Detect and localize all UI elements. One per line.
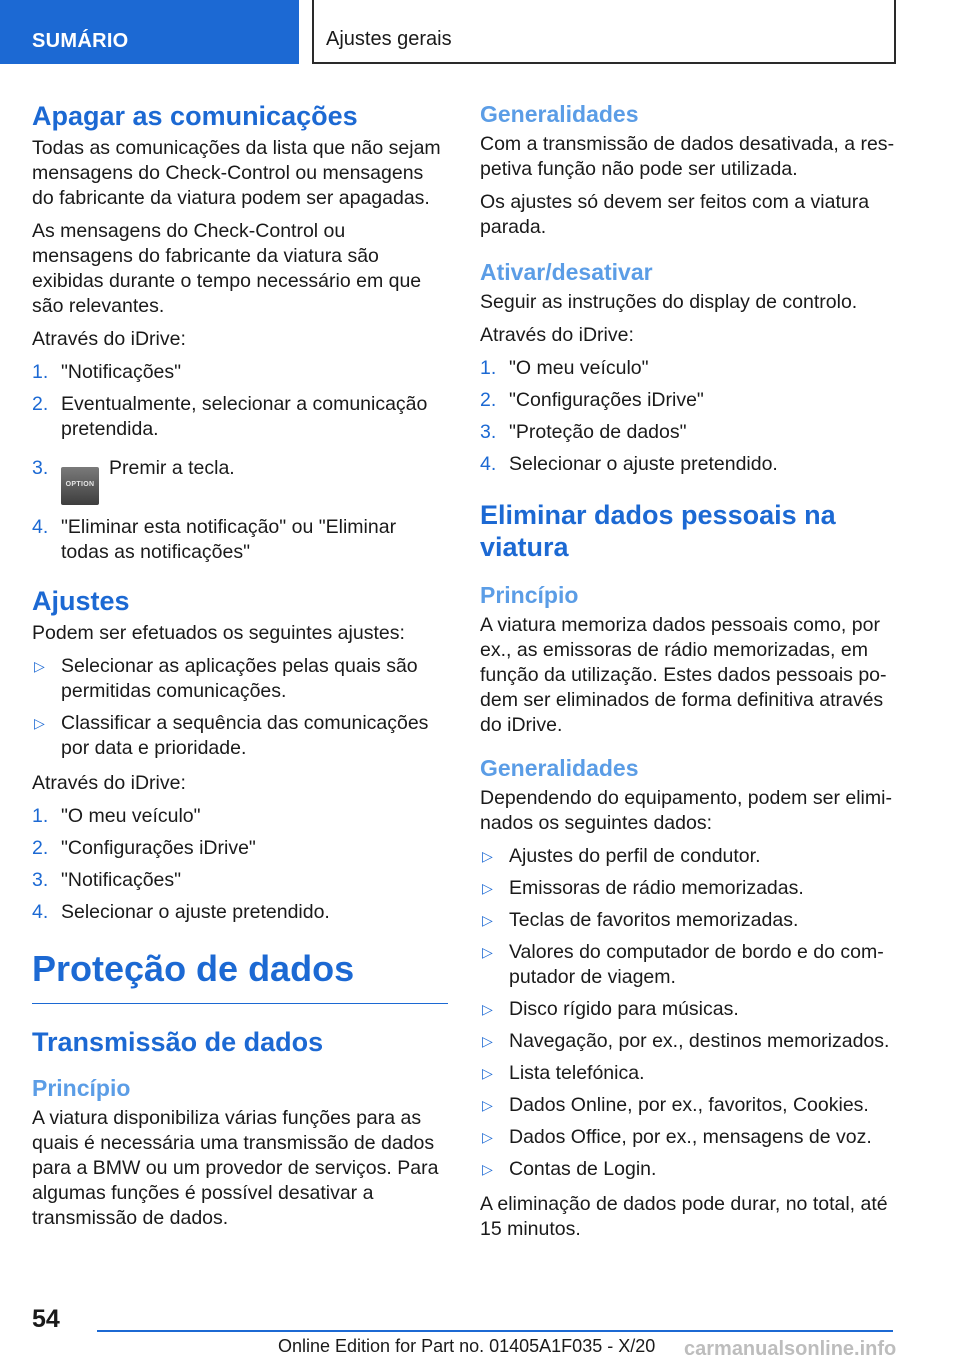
paragraph: Através do iDrive: bbox=[32, 328, 186, 350]
triangle-bullet-icon: ▷ bbox=[482, 944, 493, 960]
step-text: Eventualmente, selecionar a comunicação pretendida. bbox=[61, 393, 428, 440]
list-item bbox=[32, 654, 448, 704]
list-item bbox=[32, 868, 448, 893]
bullet-text: Classificar a sequência das comunicações por data e prioridade. bbox=[61, 712, 429, 759]
list-item bbox=[480, 1157, 900, 1182]
list-item bbox=[480, 388, 900, 413]
triangle-bullet-icon: ▷ bbox=[482, 1161, 493, 1177]
step-number: 4. bbox=[480, 453, 497, 475]
step-text: "Proteção de dados" bbox=[509, 421, 687, 443]
bullet-text: Disco rígido para músicas. bbox=[509, 998, 739, 1020]
list-item bbox=[32, 392, 448, 442]
bullet-text: Selecionar as aplicações pelas quais são permitidas comunicações. bbox=[61, 655, 418, 702]
step-text: "Notificações" bbox=[61, 869, 182, 891]
step-number: 1. bbox=[32, 805, 49, 827]
list-item bbox=[480, 876, 900, 901]
list-item bbox=[32, 711, 448, 761]
subsection-title: Ativar/desativar bbox=[480, 259, 653, 285]
bullet-text: Dados Online, por ex., favoritos, Cookies. bbox=[509, 1094, 869, 1116]
step-text: "Configurações iDrive" bbox=[509, 389, 704, 411]
triangle-bullet-icon: ▷ bbox=[482, 880, 493, 896]
page-header bbox=[0, 0, 960, 66]
list-item bbox=[32, 515, 448, 565]
step-number: 2. bbox=[32, 393, 49, 415]
bullet-list bbox=[480, 844, 900, 1182]
footer-edition-text[interactable]: Online Edition for Part no. 01405A1F035 - X/20 bbox=[278, 1336, 656, 1356]
paragraph: Seguir as instruções do display de controlo. bbox=[480, 291, 858, 313]
chapter-title: Proteção de dados bbox=[32, 947, 448, 1004]
paragraph: Através do iDrive: bbox=[32, 772, 186, 794]
list-item bbox=[480, 452, 900, 477]
chapter-tab[interactable]: Ajustes gerais bbox=[312, 0, 896, 64]
bullet-text: Dados Office, por ex., mensagens de voz. bbox=[509, 1126, 872, 1148]
triangle-bullet-icon: ▷ bbox=[482, 912, 493, 928]
triangle-bullet-icon: ▷ bbox=[34, 658, 45, 674]
triangle-bullet-icon: ▷ bbox=[482, 1033, 493, 1049]
step-text: Selecionar o ajuste pretendido. bbox=[61, 901, 330, 923]
bullet-text: Lista telefónica. bbox=[509, 1062, 645, 1084]
step-number: 4. bbox=[32, 516, 49, 538]
bullet-text: Navegação, por ex., destinos memorizados. bbox=[509, 1030, 890, 1052]
triangle-bullet-icon: ▷ bbox=[482, 1129, 493, 1145]
section-title-delete-personal-data: Eliminar dados pessoais na viatura bbox=[480, 500, 836, 562]
steps-list bbox=[480, 356, 900, 477]
paragraph: A viatura memoriza dados pessoais como, por ex., as emissoras de rádio memorizadas, em função da utilização. Estes dados pessoais podem ser eliminados de forma definitiva através do iDrive. bbox=[480, 614, 887, 736]
triangle-bullet-icon: ▷ bbox=[34, 715, 45, 731]
subsection-title: Generalidades bbox=[480, 101, 639, 127]
step-number: 1. bbox=[480, 357, 497, 379]
step-number: 2. bbox=[32, 837, 49, 859]
list-item bbox=[480, 997, 900, 1022]
paragraph: Podem ser efetuados os seguintes ajustes: bbox=[32, 622, 405, 644]
list-item bbox=[32, 836, 448, 861]
paragraph: Com a transmissão de dados desativada, a respetiva função não pode ser utilizada. bbox=[480, 133, 895, 180]
list-item bbox=[480, 1029, 900, 1054]
triangle-bullet-icon: ▷ bbox=[482, 848, 493, 864]
subsection-title: Generalidades bbox=[480, 755, 639, 781]
section-title-delete-messages: Apagar as comunicações bbox=[32, 101, 358, 131]
list-item bbox=[480, 844, 900, 869]
bullet-text: Teclas de favoritos memorizadas. bbox=[509, 909, 799, 931]
step-number: 4. bbox=[32, 901, 49, 923]
summary-tab[interactable]: SUMÁRIO bbox=[0, 0, 299, 64]
list-item bbox=[480, 1061, 900, 1086]
paragraph: Todas as comunicações da lista que não sejam mensagens do Check-Control ou mensagens do fabricante da viatura podem ser apagadas. bbox=[32, 137, 441, 209]
list-item bbox=[480, 1093, 900, 1118]
triangle-bullet-icon: ▷ bbox=[482, 1065, 493, 1081]
page-number: 54 bbox=[32, 1305, 60, 1333]
step-number: 3. bbox=[32, 457, 49, 479]
step-text: Selecionar o ajuste pretendido. bbox=[509, 453, 778, 475]
paragraph: Dependendo do equipamento, podem ser eliminados os seguintes dados: bbox=[480, 787, 892, 834]
triangle-bullet-icon: ▷ bbox=[482, 1097, 493, 1113]
watermark: carmanualsonline.info bbox=[684, 1338, 897, 1360]
subsection-title: Princípio bbox=[32, 1075, 131, 1101]
section-title-settings: Ajustes bbox=[32, 586, 130, 616]
step-text: "Configurações iDrive" bbox=[61, 837, 256, 859]
paragraph: A eliminação de dados pode durar, no total, até 15 minutos. bbox=[480, 1193, 888, 1240]
steps-list bbox=[32, 804, 448, 925]
list-item bbox=[480, 420, 900, 445]
steps-list bbox=[32, 360, 448, 565]
paragraph: Os ajustes só devem ser feitos com a viatura parada. bbox=[480, 191, 870, 238]
option-button-icon: OPTION bbox=[61, 467, 99, 505]
step-number: 3. bbox=[480, 421, 497, 443]
step-number: 2. bbox=[480, 389, 497, 411]
left-column bbox=[32, 100, 448, 1239]
list-item bbox=[32, 456, 448, 505]
bullet-text: Emissoras de rádio memorizadas. bbox=[509, 877, 804, 899]
list-item bbox=[480, 1125, 900, 1150]
bullet-list bbox=[32, 654, 448, 761]
footer-divider bbox=[97, 1330, 893, 1332]
triangle-bullet-icon: ▷ bbox=[482, 1001, 493, 1017]
step-text: "Eliminar esta notificação" ou "Eliminar todas as notificações" bbox=[61, 516, 397, 563]
paragraph: As mensagens do Check-Control ou mensagens do fabricante da viatura são exibidas durante o tempo necessário em que são relevantes. bbox=[32, 220, 422, 317]
step-number: 3. bbox=[32, 869, 49, 891]
list-item bbox=[32, 804, 448, 829]
step-number: 1. bbox=[32, 361, 49, 383]
bullet-text: Contas de Login. bbox=[509, 1158, 657, 1180]
bullet-text: Valores do computador de bordo e do computador de viagem. bbox=[509, 941, 884, 988]
paragraph: A viatura disponibiliza várias funções para as quais é necessária uma transmissão de dados para a BMW ou um provedor de serviços. Para algumas funções é possível desativar a transmissão de dados. bbox=[32, 1107, 439, 1229]
right-column bbox=[480, 100, 900, 1250]
paragraph: Através do iDrive: bbox=[480, 324, 634, 346]
list-item bbox=[32, 360, 448, 385]
step-text: Premir a tecla. bbox=[109, 457, 235, 479]
list-item bbox=[32, 900, 448, 925]
step-text: "O meu veículo" bbox=[509, 357, 649, 379]
subsection-title: Princípio bbox=[480, 582, 579, 608]
step-text: "Notificações" bbox=[61, 361, 182, 383]
list-item bbox=[480, 940, 900, 990]
list-item bbox=[480, 356, 900, 381]
bullet-text: Ajustes do perfil de condutor. bbox=[509, 845, 761, 867]
step-text: "O meu veículo" bbox=[61, 805, 201, 827]
list-item bbox=[480, 908, 900, 933]
section-title-data-transmission: Transmissão de dados bbox=[32, 1027, 324, 1057]
